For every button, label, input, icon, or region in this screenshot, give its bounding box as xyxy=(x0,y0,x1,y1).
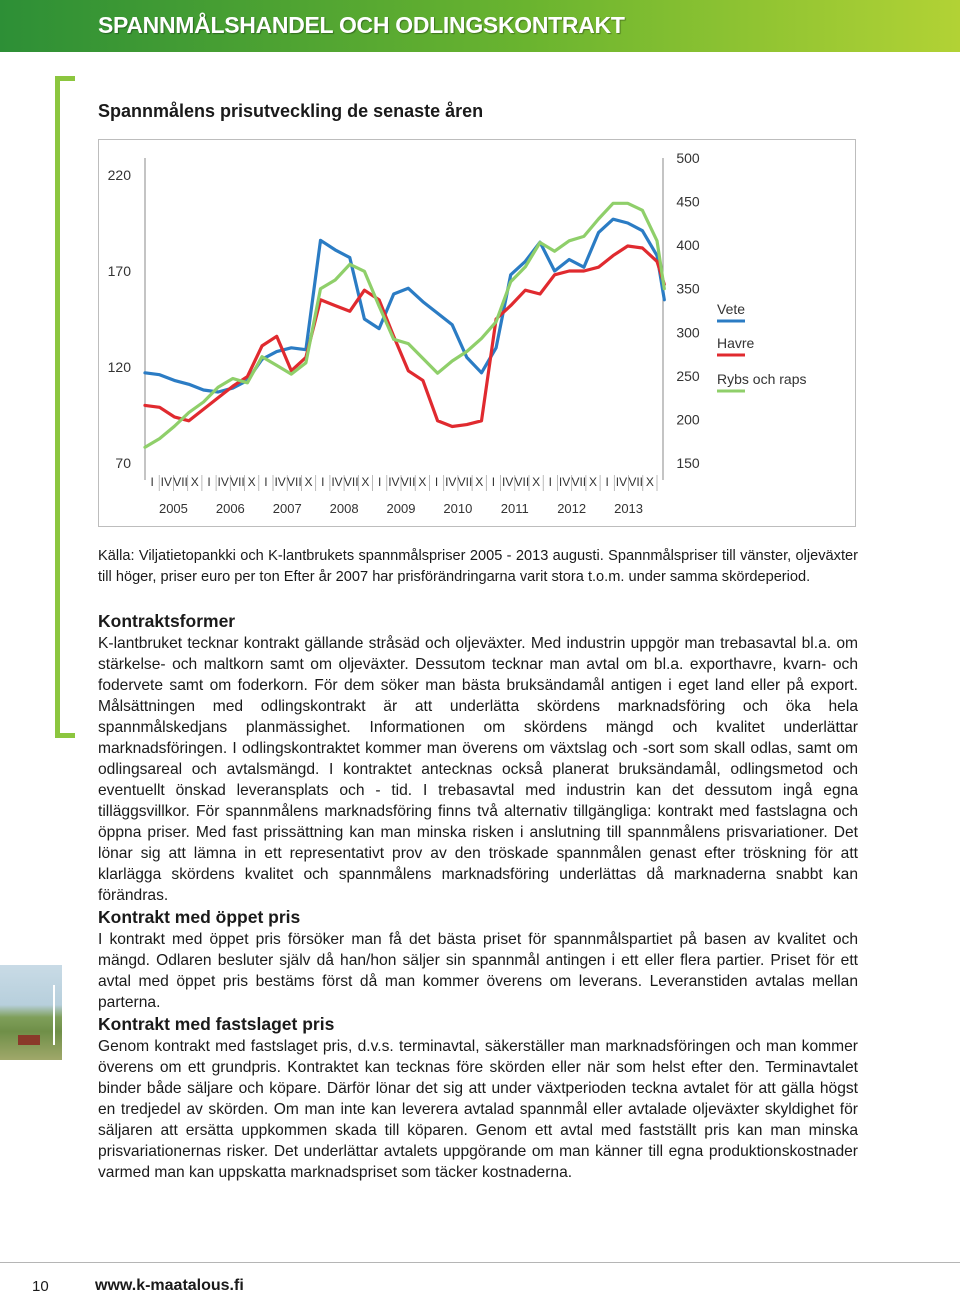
x-tick-label: IV xyxy=(274,475,286,489)
year-label: 2012 xyxy=(557,501,587,516)
footer-url: www.k-maatalous.fi xyxy=(95,1277,244,1294)
left-tick-label: 170 xyxy=(107,263,131,279)
x-tick-label: I xyxy=(321,475,325,489)
x-tick-label: VII xyxy=(514,475,530,489)
year-label: 2005 xyxy=(158,501,188,516)
right-tick-label: 150 xyxy=(676,455,700,471)
right-tick-label: 300 xyxy=(676,324,700,341)
x-tick-label: I xyxy=(605,475,609,489)
x-tick-label: X xyxy=(475,475,484,489)
paragraph-fastslaget-pris: Genom kontrakt med fastslaget pris, d.v.s. terminavtal, säkerställer man marknadsföringen och man kommer överens om ett grundpris. Kontraktet kan tecknas före skörden eller när som helst efter den. Terminavtalet binder både säljare och köpare. Därför lönar det sig att under växtperioden teckna avtalet för att gälla högst en tredjedel av skörden. Om man inte kan leverera avtalad spannmål eller avtalade oljeväxter skyldighet för säljaren att ersätta uppkommen skada till köparen. Genom ett avtal med fastställt pris kan man minska prisvariationernas risker. Det underlättar avtalets uppgörande om man känner till egna produktionskostnader varmed man kan uppskatta marknadspriset som täcker kostnaderna. xyxy=(98,1038,858,1181)
series-line-havre xyxy=(145,246,664,427)
legend-label: Vete xyxy=(717,301,746,317)
x-tick-label: IV xyxy=(388,475,400,489)
page-header-title: SPANNMÅLSHANDEL OCH ODLINGSKONTRAKT xyxy=(98,12,625,38)
x-tick-label: IV xyxy=(501,475,514,489)
heading-oppet-pris: Kontrakt med öppet pris xyxy=(98,907,301,927)
x-tick-label: I xyxy=(150,475,154,489)
x-tick-label: I xyxy=(548,475,553,489)
year-label: 2013 xyxy=(614,501,644,516)
right-tick-label: 350 xyxy=(676,280,700,297)
year-label: 2007 xyxy=(272,501,302,516)
right-tick-label: 200 xyxy=(676,411,700,428)
chart-caption: Källa: Viljatietopankki och K-lantbrukets spannmålspriser 2005 - 2013 augusti. Spannmålspriser till vänster, oljeväxter till höger, priser euro per ton Efter år 2007 har prisförändringarna varit stora t.o.m. under samma skördeperiod. xyxy=(98,548,858,585)
decorative-bracket-side xyxy=(55,76,60,738)
field-photo xyxy=(0,965,62,1060)
year-label: 2009 xyxy=(386,501,416,516)
year-label: 2011 xyxy=(500,501,529,516)
x-tick-label: X xyxy=(304,475,313,489)
x-tick-label: I xyxy=(207,475,211,489)
heading-fastslaget-pris: Kontrakt med fastslaget pris xyxy=(98,1014,335,1034)
left-tick-label: 70 xyxy=(115,455,131,471)
x-tick-label: I xyxy=(264,475,268,489)
x-tick-label: VII xyxy=(571,475,587,489)
x-tick-label: X xyxy=(247,475,256,489)
right-tick-label: 500 xyxy=(676,150,700,166)
footer-divider xyxy=(0,1262,960,1263)
price-chart xyxy=(98,139,856,527)
x-tick-label: VII xyxy=(628,475,644,489)
x-tick-label: VII xyxy=(343,475,359,489)
x-tick-label: IV xyxy=(445,475,457,489)
page-number: 10 xyxy=(32,1278,49,1295)
x-tick-label: IV xyxy=(331,475,343,489)
x-tick-label: VII xyxy=(286,475,302,489)
x-tick-label: I xyxy=(491,475,496,489)
right-tick-label: 400 xyxy=(676,237,700,254)
left-tick-label: 220 xyxy=(107,167,131,183)
legend-label: Rybs och raps xyxy=(717,371,807,387)
decorative-bracket-bottom xyxy=(55,733,75,738)
tractor-shape xyxy=(18,1035,40,1045)
heading-kontraktsformer: Kontraktsformer xyxy=(98,611,236,631)
paragraph-kontraktsformer: K-lantbruket tecknar kontrakt gällande stråsäd och oljeväxter. Med industrin uppgör man trebasavtal bl.a. om stärkelse- och maltkorn samt om oljeväxter. Dessutom tecknar man avtal om bl.a. exporthavre, kvarn- och fodervete samt om foderkorn. För dem söker man bästa bruksändamål antigen i eget land eller på export. Målsättningen med odlingskontrakt är att underlätta skördens marknadsföring och öka hela spannmålskedjans planmässighet. Informationen om skördens mängd och kvalitet underlättar marknadsföringen. I odlingskontraktet kommer man överens om växtslag och -sort som skall odlas, samt om odlingsareal och avtalsmängd. I kontraktet antecknas också planerat bruksändamål, odlingsmetod och eventuellt önskad leveransplats och - tid. I trebasavtal med industrin kan det dessutom ingå egna tilläggsvillkor. För spannmålens marknadsföring finns två alternativ tillgängliga: kontrakt med fastslagna och öppna priser. Med fast prissättning kan man minska risken i anslutning till spannmålens prisvariationer. Det lönar sig att lämna in ett representativt prov av den tröskade spannmålen genast efter tröskning för att klarlägga skördens kvalitet och spannmålens marknadsföring underlättas då marknaderna snabbt kan förändras. xyxy=(98,635,858,904)
x-tick-label: VII xyxy=(173,475,188,489)
right-tick-label: 250 xyxy=(676,367,700,384)
x-tick-label: X xyxy=(588,475,598,489)
series-line-rybs-och-raps xyxy=(145,203,664,447)
right-tick-label: 450 xyxy=(676,193,700,210)
price-chart-svg xyxy=(99,140,855,526)
x-tick-label: X xyxy=(190,475,199,489)
year-label: 2008 xyxy=(329,501,359,516)
x-tick-label: X xyxy=(418,475,427,489)
x-tick-label: IV xyxy=(558,475,571,489)
legend-label: Havre xyxy=(717,335,755,351)
x-tick-label: X xyxy=(532,475,541,489)
x-tick-label: I xyxy=(377,475,382,489)
x-tick-label: IV xyxy=(217,475,229,489)
year-label: 2010 xyxy=(443,501,473,516)
x-tick-label: VII xyxy=(457,475,473,489)
x-tick-label: IV xyxy=(160,475,173,489)
x-tick-label: X xyxy=(361,475,370,489)
x-tick-label: X xyxy=(645,475,654,489)
x-tick-label: I xyxy=(434,475,439,489)
year-label: 2006 xyxy=(215,501,245,516)
pole-shape xyxy=(53,985,55,1045)
x-tick-label: VII xyxy=(230,475,245,489)
left-tick-label: 120 xyxy=(107,359,131,375)
section-title: Spannmålens prisutveckling de senaste åren xyxy=(98,101,484,121)
x-tick-label: IV xyxy=(615,475,628,489)
paragraph-oppet-pris: I kontrakt med öppet pris försöker man få det bästa priset för spannmålspartiet på basen av kvalitet och mängd. Odlaren besluter själv då han/hon säljer sin spannmål antingen i ett eller flera partier. Priset för ett avtal med öppet pris bestäms först då man kommer överens om leverans. Leveranstiden avtalas mellan parterna. xyxy=(98,931,858,1011)
x-tick-label: VII xyxy=(400,475,416,489)
